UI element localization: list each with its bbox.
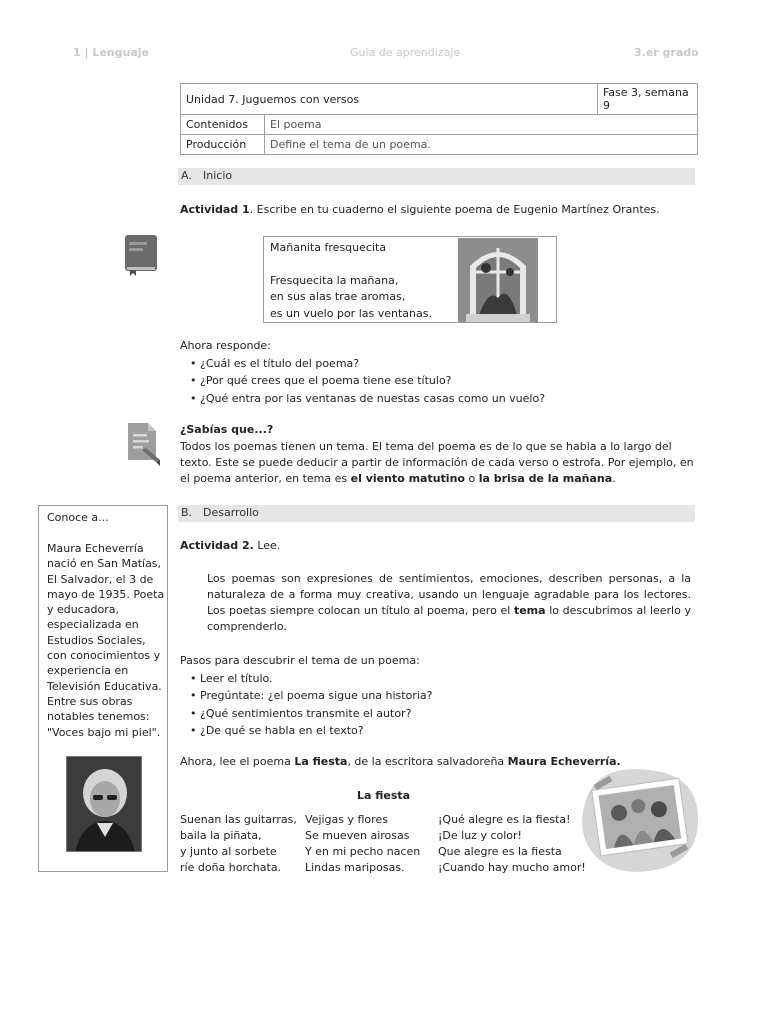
list-item: • ¿De qué se habla en el texto? — [190, 722, 433, 739]
ahora-responde-intro: Ahora responde: — [180, 339, 271, 352]
actividad1-line — [180, 202, 660, 218]
note-pencil-icon — [124, 422, 162, 466]
sabias-que-text: Todos los poemas tienen un tema. El tema del poema es de lo que se habla a lo largo del texto. Este se puede deducir a partir de información de cada verso o estrofa. Por ejemplo, en el poema anterior, en tema es el viento matutino o la brisa de la mañana. — [180, 440, 694, 485]
window-illustration — [458, 238, 538, 322]
list-item: • ¿Cuál es el título del poema? — [190, 355, 545, 372]
pasos-intro: Pasos para descubrir el tema de un poema: — [180, 654, 420, 667]
conoce-a-title: Conoce a... — [47, 511, 109, 524]
list-item: • ¿Por qué crees que el poema tiene ese título? — [190, 372, 545, 389]
list-item: • Pregúntate: ¿el poema sigue una historia? — [190, 687, 433, 704]
poem2-line: baila la piñata, — [180, 829, 262, 842]
poem2-line: ríe doña horchata. — [180, 861, 282, 874]
info-table — [180, 83, 698, 155]
list-item: • Leer el título. — [190, 670, 433, 687]
author-photo — [66, 756, 142, 852]
poem1-line: es un vuelo por las ventanas. — [270, 306, 432, 320]
poem2-stanza-2 — [305, 812, 420, 876]
actividad2-label: Actividad 2. — [180, 539, 254, 552]
contenidos-label: Contenidos — [181, 115, 265, 135]
poem2-line: y junto al sorbete — [180, 845, 277, 858]
poem2-title: La fiesta — [357, 789, 411, 802]
guide-title: Guía de aprendizaje — [350, 46, 461, 59]
section-a-letter: A. — [181, 169, 192, 182]
contenidos-value: El poema — [265, 115, 698, 135]
poem2-stanza-3 — [438, 812, 586, 876]
list-item: • ¿Qué sentimientos transmite el autor? — [190, 705, 433, 722]
emphasis: el viento matutino — [350, 472, 465, 485]
poem2-line: Que alegre es la fiesta — [438, 845, 562, 858]
desarrollo-paragraph: Los poemas son expresiones de sentimientos, emociones, describen personas, a la naturaleza de a forma muy creativa, usando un lenguaje agradable para los lectores. Los poetas siempre colocan un título al poema, pero el tema lo descubrimos al leerlo y comprenderlo. — [207, 572, 691, 633]
page-subject: 1 | Lenguaje — [73, 46, 149, 59]
book-icon — [124, 234, 158, 276]
pasos-list — [190, 670, 433, 739]
actividad2-line — [180, 538, 280, 554]
author-bio: Maura Echeverría nació en San Matías, El Salvador, el 3 de mayo de 1935. Poeta y educadora, especializada en Estudios Sociales, con conocimientos y experiencia en Televisión Educativa. Entre sus obras notables tenemos: "Voces bajo mi piel". — [47, 542, 165, 739]
poem2-line: ¡De luz y color! — [438, 829, 522, 842]
poem2-line: ¡Cuando hay mucho amor! — [438, 861, 586, 874]
produccion-label: Producción — [181, 135, 265, 155]
grade-label: 3.er grado — [634, 46, 699, 59]
produccion-value: Define el tema de un poema. — [265, 135, 698, 155]
poem2-stanza-1 — [180, 812, 297, 876]
section-a-title: Inicio — [203, 169, 233, 182]
poem2-line: Y en mi pecho nacen — [305, 845, 421, 858]
conoce-a-box — [38, 505, 168, 872]
emphasis: tema — [513, 604, 546, 617]
emphasis: la brisa de la mañana — [478, 472, 613, 485]
poem2-line: Vejigas y flores — [305, 813, 388, 826]
poem1-line: en sus alas trae aromas, — [270, 290, 406, 303]
actividad1-text: . Escribe en tu cuaderno el siguiente poema de Eugenio Martínez Orantes. — [249, 203, 660, 216]
party-illustration — [578, 760, 702, 876]
emphasis: Maura Echeverría. — [507, 755, 621, 768]
questions-list — [190, 355, 545, 407]
poem-box — [263, 236, 557, 323]
list-item: • ¿Qué entra por las ventanas de nuestas casas como un vuelo? — [190, 390, 545, 407]
section-a-bar — [178, 168, 695, 185]
actividad1-label: Actividad 1 — [180, 203, 250, 216]
poem1-line: Fresquecita la mañana, — [270, 273, 399, 287]
poem2-line: Lindas mariposas. — [305, 861, 405, 874]
unit-cell: Unidad 7. Juguemos con versos — [181, 84, 598, 115]
phase-cell: Fase 3, semana 9 — [598, 84, 698, 115]
poem2-line: Suenan las guitarras, — [180, 813, 297, 826]
section-b-title: Desarrollo — [203, 506, 259, 519]
actividad2-text: Lee. — [253, 539, 281, 552]
section-b-letter: B. — [181, 506, 193, 519]
sabias-que-title: ¿Sabías que...? — [180, 423, 274, 436]
poem1-title: Mañanita fresquecita — [270, 241, 387, 254]
poem2-line: Se mueven airosas — [305, 829, 410, 842]
emphasis: La fiesta — [294, 755, 348, 768]
ahora-lee-line: Ahora, lee el poema La fiesta, de la escritora salvadoreña Maura Echeverría. — [180, 755, 621, 768]
poem2-line: ¡Qué alegre es la fiesta! — [438, 813, 571, 826]
section-b-bar — [178, 505, 695, 522]
